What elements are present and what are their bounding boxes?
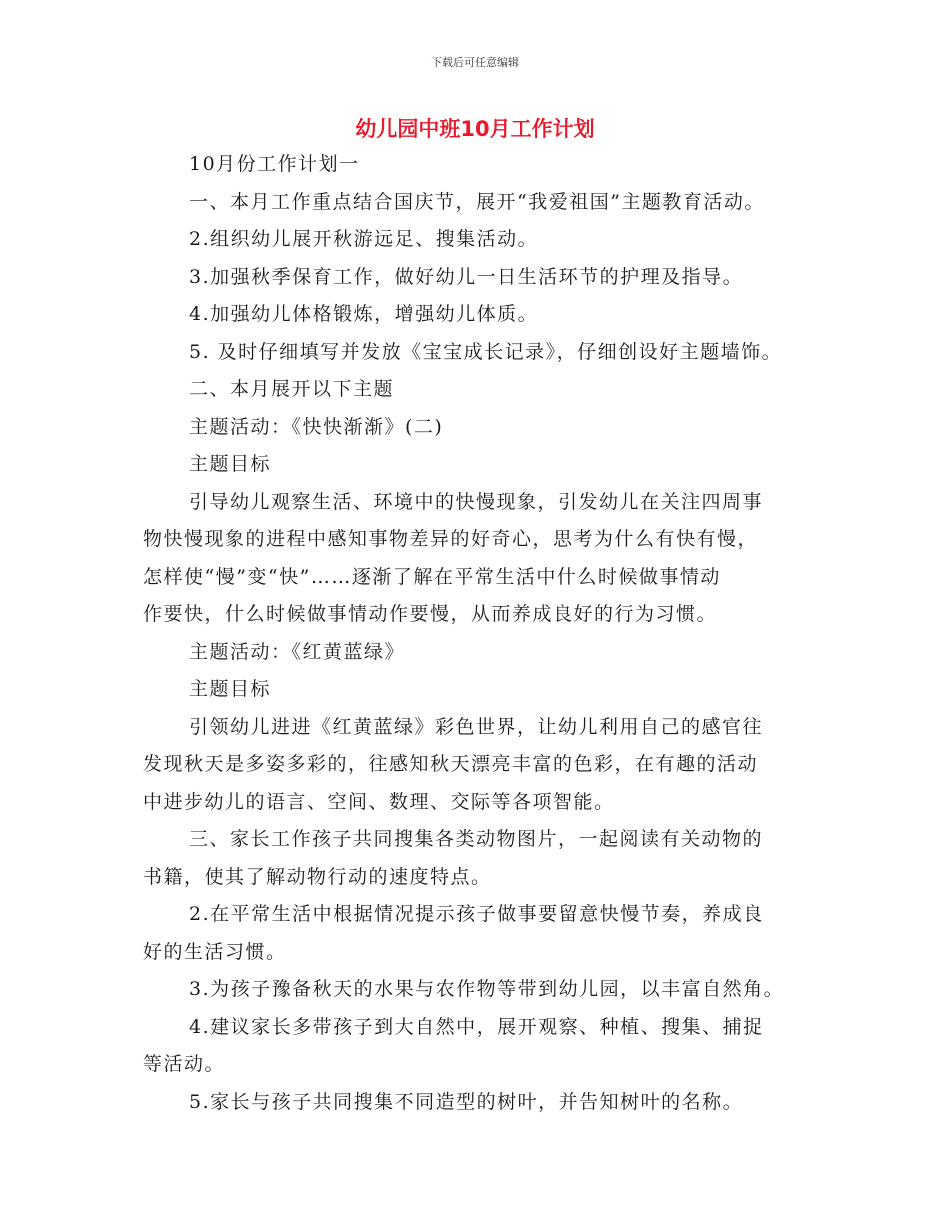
body-line: 三、家长工作孩子共同搜集各类动物图片，一起阅读有关动物的 (189, 828, 764, 850)
body-line: 2.在平常生活中根据情况提示孩子做事要留意快慢节奏，养成良 (189, 903, 764, 925)
body-line: 主题目标 (189, 453, 272, 475)
body-line: 等活动。 (143, 1053, 226, 1075)
body-line: 好的生活习惯。 (143, 940, 287, 963)
body-line: 5.家长与孩子共同搜集不同造型的树叶，并告知树叶的名称。 (189, 1090, 744, 1113)
body-line: 作要快，什么时候做事情动作要慢，从而养成良好的行为习惯。 (143, 603, 718, 625)
body-line: 发现秋天是多姿多彩的，往感知秋天漂亮丰富的色彩，在有趣的活动 (143, 753, 759, 775)
body-line: 二、本月展开以下主题 (189, 378, 395, 400)
body-line: 引导幼儿观察生活、环境中的快慢现象，引发幼儿在关注四周事 (189, 490, 764, 513)
body-line: 物快慢现象的进程中感知事物差异的好奇心，思考为什么有快有慢， (143, 528, 759, 550)
body-line: 主题活动：《快快渐渐》(二) (189, 415, 444, 438)
body-line: 书籍，使其了解动物行动的速度特点。 (143, 865, 492, 888)
body-line: 4.加强幼儿体格锻炼，增强幼儿体质。 (189, 303, 539, 325)
body-line: 10月份工作计划一 (189, 153, 360, 175)
body-line: 中进步幼儿的语言、空间、数理、交际等各项智能。 (143, 790, 615, 813)
body-line: 怎样使“慢”变“快”……逐渐了解在平常生活中什么时候做事情动 (143, 565, 721, 588)
document-body (143, 146, 823, 1121)
body-line: 5. 及时仔细填写并发放《宝宝成长记录》，仔细创设好主题墙饰。 (189, 340, 783, 363)
body-line: 一、本月工作重点结合国庆节，展开“我爱祖国”主题教育活动。 (189, 190, 765, 213)
body-line: 3.为孩子豫备秋天的水果与农作物等带到幼儿园，以丰富自然角。 (189, 978, 785, 1000)
body-line: 主题目标 (189, 678, 272, 700)
body-line: 2.组织幼儿展开秋游远足、搜集活动。 (189, 228, 539, 250)
body-line: 引领幼儿进进《红黄蓝绿》彩色世界，让幼儿利用自己的感官往 (189, 715, 764, 738)
body-line: 主题活动：《红黄蓝绿》 (189, 640, 406, 663)
body-line: 3.加强秋季保育工作，做好幼儿一日生活环节的护理及指导。 (189, 265, 744, 288)
body-line: 4.建议家长多带孩子到大自然中，展开观察、种植、搜集、捕捉 (189, 1015, 764, 1038)
page-header-note: 下载后可任意编辑 (431, 56, 519, 69)
document-title: 幼儿园中班10月工作计划 (355, 117, 595, 141)
